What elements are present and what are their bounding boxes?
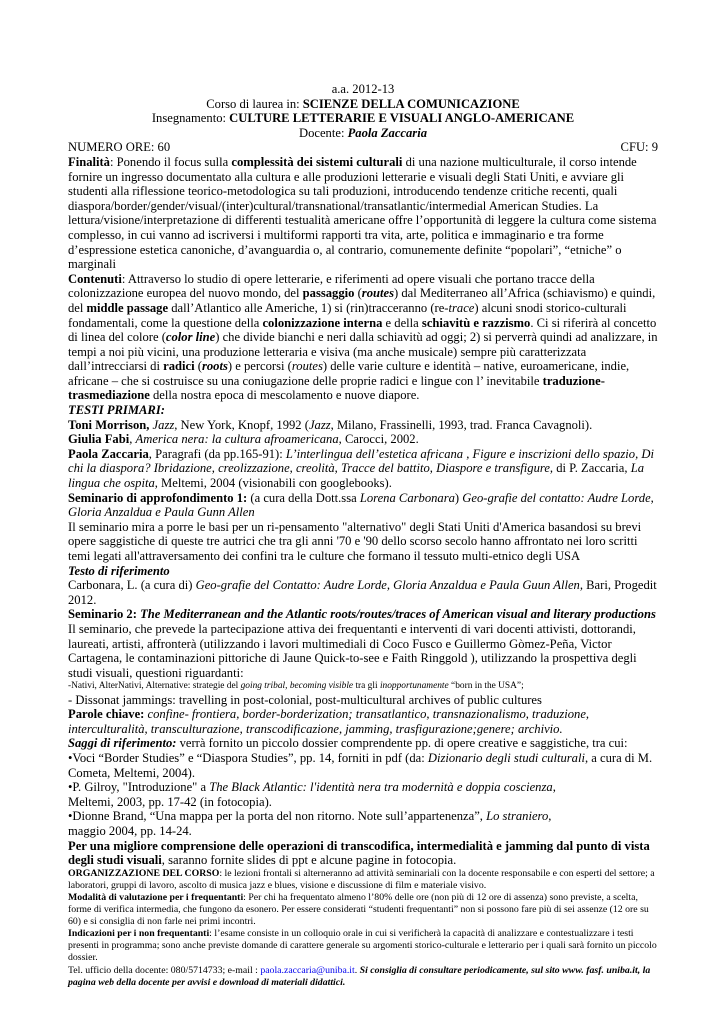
comprensione-paragraph: Per una migliore comprensione delle operazioni di transcodifica, intermedialità e jamming dal punto di vista degli studi visuali, saranno fornite slides di ppt e alcune pagine in fotocopia.	[68, 838, 650, 868]
course-document	[68, 82, 658, 989]
hours: NUMERO ORE: 60	[68, 140, 171, 155]
reference-brand-date: maggio 2004, pp. 14-24.	[68, 823, 192, 838]
indicazioni-non-frequentanti: Indicazioni per i non frequentanti: l’esame consiste in un colloquio orale in cui si verificherà la capacità di analizzare e contestualizzare i testi presenti in programma; sono anche previste domande di carattere generale su argomenti storico-culturale e letterario per i quali sarà fornito un piccolo dossier.	[68, 928, 657, 964]
course-teacher: Docente: Paola Zaccaria	[298, 125, 427, 140]
email-link[interactable]: paola.zaccaria@uniba.it	[260, 964, 355, 976]
contact-info: Tel. ufficio della docente: 080/5714733; e-mail : paola.zaccaria@uniba.it. Si consiglia di consultare periodicamente, sul sito www. fasf. uniba.it, la pagina web della docente per avvisi e download di materiali didattici.	[68, 964, 651, 988]
reference-gilroy: •P. Gilroy, "Introduzione" a The Black Atlantic: l'identità nera tra modernità e doppia coscienza,	[68, 780, 556, 795]
reference-carbonara: Carbonara, L. (a cura di) Geo-grafie del Contatto: Audre Lorde, Gloria Anzaldua e Paula Guun Allen, Bari, Progedit 2012.	[68, 578, 657, 607]
parole-chiave: Parole chiave: confine- frontiera, border-borderization; transatlantico, transnazionalismo, traduzione, interculturalità, transculturazione, transcodificazione, jamming, trasfigurazione;genere; archivio.	[68, 707, 590, 736]
testi-primari-heading: TESTI PRIMARI:	[68, 403, 165, 418]
reference-fabi: Giulia Fabi, America nera: la cultura afroamericana, Carocci, 2002.	[68, 432, 419, 447]
contenuti-paragraph: Contenuti: Attraverso lo studio di opere letterarie, e riferimenti ad opere visuali che portano tracce della colonizzazione europea del nuovo mondo, del passaggio (routes) dal Mediterraneo all’Africa (schiavismo) e quindi, del middle passage dall’Atlantico alle Americhe, 1) si (rin)tracceranno (re-trace) alcuni snodi storico-culturali fondamentali, come la questione della colonizzazione interna e della schiavitù e razzismo. Ci si riferirà al concetto di linea del colore (color line) che divide bianchi e neri dalla schiavitù ad oggi; 2) si perverrà quindi ad analizzare, in tempi a noi più vicini, una produzione letteraria e visiva (ma anche musicale) sempre più caratterizzata dall’intrecciarsi di radici (roots) e percorsi (routes) delle varie culture e identità – native, euroamericane, indie, africane – che si costruisce su una coniugazione delle proprie radici e lingue con l’ inevitabile traduzione-trasmediazione della nostra epoca di mescolamento e nuove diapore.	[68, 271, 658, 403]
reference-voci: •Voci “Border Studies” e “Diaspora Studies”, pp. 14, forniti in pdf (da: Dizionario degli studi culturali, a cura di M. Cometa, Meltemi, 2004).	[68, 751, 653, 780]
saggi-riferimento: Saggi di riferimento: verrà fornito un piccolo dossier comprendente pp. di opere creative e saggistiche, tra cui:	[68, 736, 628, 751]
reference-morrison: Toni Morrison, Jazz, New York, Knopf, 1992 (Jazz, Milano, Frassinelli, 1993, trad. Franca Cavagnoli).	[68, 417, 593, 432]
seminario-1-description: Il seminario mira a porre le basi per un ri-pensamento "alternativo" degli Stati Uniti d'America basandosi su brevi opere saggistiche di queste tre autrici che tra gli anni '70 e '90 dello scorso secolo hanno affrontato nei loro scritti temi legati all'attraversamento dei confini tra le culture che formano il tessuto multi-etnico degli USA	[68, 519, 642, 563]
organizzazione-paragraph: ORGANIZZAZIONE DEL CORSO: le lezioni frontali si alterneranno ad attività seminariali con la docente responsabile e con esperti del settore; a laboratori, gruppi di lavoro, ascolto di musica jazz e blues, visione e discussione di film e materiale visivo.	[68, 867, 655, 891]
academic-year: a.a. 2012-13	[331, 82, 395, 96]
seminario-2-description: Il seminario, che prevede la partecipazione attiva dei frequentanti e interventi di vari docenti attivisti, dottorandi, laureati, artisti, affronterà (utilizzando i lavori multimediali di Coco Fusco e Guillermo Gòmez-Peña, Victor Cartagena, le contaminazioni pittoriche di Jaune Quick-to-see e Faith Ringgold ), utilizzando la prospettiva degli studi visuali, questioni riguardanti:	[68, 621, 637, 680]
seminario-2-heading: Seminario 2: The Mediterranean and the Atlantic roots/routes/traces of American visual and literary productions	[68, 607, 656, 622]
finalita-paragraph: Finalità: Ponendo il focus sulla complessità dei sistemi culturali di una nazione multiculturale, il corso intende fornire un ingresso documentato alla cultura e alle produzioni letterarie e visuali degli Stati Uniti, e avviare gli studenti alla riflessione teorico-metodologica su tali produzioni, introducendo tendenze critiche recenti, quali diaspora/border/gender/visual/(inter)cultural/transnational/transatlantic/intermedial American Studies. La lettura/visione/interpretazione di differenti testualità americane offre l’opportunità di leggere la cultura come sistema complesso, in cui vanno ad iscriversi i multiformi rapporti tra vita, arte, politica e immaginario e tra forme d’espressione estetica canoniche, d’avanguardia o, al contrario, comunemente definite “popolari”, “etniche” o marginali	[68, 154, 657, 272]
testo-riferimento-heading: Testo di riferimento	[68, 563, 170, 578]
modalita-valutazione: Modalità di valutazione per i frequentanti: Per chi ha frequentato almeno l’80% delle ore (non più di 12 ore di assenza) sono previste, a scelta, forme di verifica intermedia, che fungono da esonero. Per essere considerati “studenti frequentanti” non si possono fare più di sei assenze (12 ore su 60) e si consiglia di non farle nei primi incontri.	[68, 891, 649, 928]
dissonat-item: - Dissonat jammings: travelling in post-colonial, post-multicultural archives of public cultures	[68, 692, 542, 707]
hours-credits-row	[68, 140, 658, 155]
reference-zaccaria: Paola Zaccaria, Paragrafi (da pp.165-91): L’interlingua dell’estetica africana , Figure e inscrizioni dello spazio, Di chi la diaspora? Ibridazione, creolizzazione, creolità, Tracce del battito, Diaspore e transfigure, di P. Zaccaria, La lingua che ospita, Meltemi, 2004 (visionabili con googlebooks).	[68, 446, 654, 491]
nativi-item: -Nativi, AlterNativi, Alternative: strategie del going tribal, becoming visible tra gli inopportunamente “born in the USA”;	[68, 681, 524, 692]
degree-course: Corso di laurea in: SCIENZE DELLA COMUNICAZIONE	[206, 96, 520, 111]
seminario-1-heading: Seminario di approfondimento 1: (a cura della Dott.ssa Lorena Carbonara) Geo-grafie del contatto: Audre Lorde, Gloria Anzaldua e Paula Gunn Allen	[68, 490, 654, 520]
credits: CFU: 9	[620, 140, 658, 155]
course-subject: Insegnamento: CULTURE LETTERARIE E VISUALI ANGLO-AMERICANE	[151, 111, 575, 126]
reference-gilroy-publisher: Meltemi, 2003, pp. 17-42 (in fotocopia).	[68, 794, 272, 809]
reference-brand: •Dionne Brand, “Una mappa per la porta del non ritorno. Note sull’appartenenza”, Lo straniero,	[68, 809, 552, 824]
